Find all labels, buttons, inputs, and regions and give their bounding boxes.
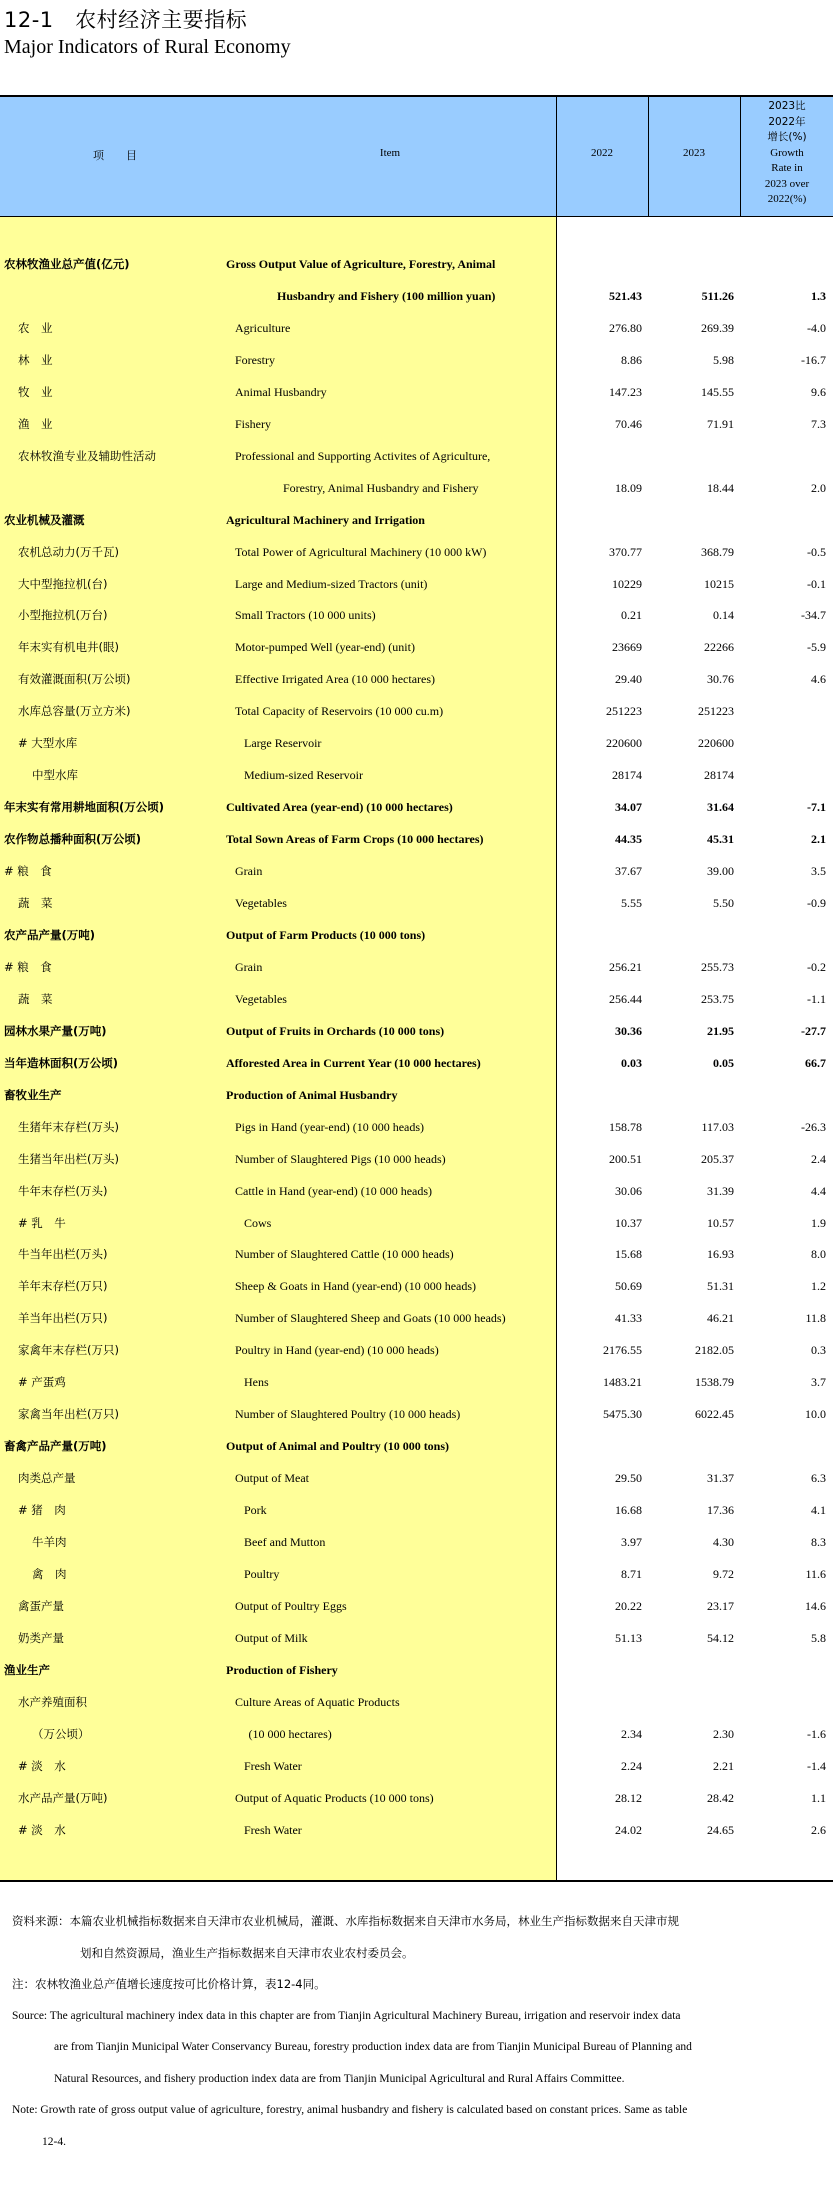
value-2022: 28174 [612,768,642,783]
value-2023: 0.14 [713,608,734,623]
table-row [0,286,833,306]
value-growth: 1.9 [811,1215,826,1230]
value-growth: -4.0 [807,320,826,335]
value-2023: 17.36 [707,1503,734,1518]
table-row [0,1149,833,1169]
row-label-cn: 奶类产量 [18,1630,64,1645]
value-2022: 256.44 [609,991,642,1006]
value-2023: 51.31 [707,1279,734,1294]
value-2022: 256.21 [609,959,642,974]
value-growth: -34.7 [801,608,826,623]
value-2022: 8.71 [621,1566,642,1581]
table-row [0,1756,833,1776]
row-label-en: Agricultural Machinery and Irrigation [226,512,425,527]
value-2023: 5.50 [713,896,734,910]
table-row [0,1628,833,1648]
note-en-line-2: 12-4. [42,2135,66,2148]
value-2023: 21.95 [707,1023,734,1038]
table-title-en: Major Indicators of Rural Economy [4,36,291,58]
value-growth: 8.0 [811,1247,826,1262]
value-2022: 15.68 [615,1247,642,1262]
value-2022: 2.24 [621,1758,642,1773]
value-growth: -5.9 [807,640,826,655]
table-row [0,829,833,849]
value-growth: 8.3 [811,1535,826,1549]
source-en-line-1: Source: The agricultural machinery index data in this chapter are from Tianjin Agricultural Machinery Bureau, irrigation and reservoir index data [12,2009,681,2022]
table-row [0,1053,833,1073]
row-label-cn: # 淡 水 [18,1822,66,1837]
value-2022: 70.46 [615,416,642,431]
value-2023: 4.30 [713,1535,734,1549]
table-row [0,957,833,977]
table-row [0,861,833,881]
value-2023: 28.42 [707,1790,734,1805]
value-2022: 30.06 [615,1183,642,1198]
row-label-cn: 渔 业 [18,416,53,431]
table-row [0,414,833,434]
value-2022: 24.02 [615,1822,642,1837]
row-label-en: Output of Farm Products (10 000 tons) [226,927,426,942]
row-label-cn: # 产蛋鸡 [18,1375,66,1390]
row-label-en: Output of Milk [235,1630,308,1645]
value-2023: 253.75 [701,991,734,1006]
row-label-en: Cows [244,1215,272,1230]
row-label-cn: 牛当年出栏(万头) [18,1247,108,1262]
value-growth: 2.1 [811,832,826,847]
row-label-cn: 农机总动力(万千瓦) [18,544,119,559]
value-2022: 51.13 [615,1630,642,1645]
table-row [0,1308,833,1328]
header-growth: 2023比 2022年 增长(%) Growth Rate in 2023 over 2022(%) [764,100,810,205]
row-label-en: Total Sown Areas of Farm Crops (10 000 hectares) [226,832,484,847]
row-label-en: Cultivated Area (year-end) (10 000 hectares) [226,800,453,815]
value-2023: 145.55 [701,384,734,399]
value-growth: -1.4 [807,1758,826,1773]
row-label-en: Gross Output Value of Agriculture, Forestry, Animal [226,257,496,271]
row-label-en: Motor-pumped Well (year-end) (unit) [235,640,415,655]
row-label-en: Production of Fishery [226,1662,338,1677]
row-label-cn: 大中型拖拉机(台) [18,576,108,591]
value-2023: 22266 [704,640,734,655]
value-growth: -0.5 [807,544,826,559]
table-row [0,574,833,594]
value-2023: 0.05 [713,1055,734,1070]
row-label-cn: 家禽年末存栏(万只) [18,1343,119,1358]
value-2022: 3.97 [621,1535,642,1549]
table-row [0,1724,833,1744]
table-row [0,510,833,530]
value-2022: 276.80 [609,320,642,335]
table-row [0,1085,833,1105]
row-label-en: Number of Slaughtered Pigs (10 000 heads) [235,1151,446,1166]
value-growth: -1.1 [807,991,826,1006]
value-2022: 23669 [612,640,642,655]
row-label-cn: 羊当年出栏(万只) [18,1311,108,1326]
value-2023: 1538.79 [695,1375,734,1390]
value-growth: -16.7 [801,352,826,367]
row-label-en: Small Tractors (10 000 units) [235,608,376,623]
value-2023: 251223 [698,704,734,719]
row-label-cn: 禽 肉 [32,1566,67,1581]
value-2022: 10.37 [615,1215,642,1230]
value-2022: 220600 [606,736,642,751]
table-row [0,478,833,498]
source-cn-line-1: 资料来源：本篇农业机械指标数据来自天津市农业机械局，灌溉、水库指标数据来自天津市水务局，林业生产指标数据来自天津市规 [12,1914,679,1928]
value-2022: 158.78 [609,1119,642,1134]
row-label-cn: # 乳 牛 [18,1215,66,1230]
value-2023: 71.91 [707,416,734,431]
row-label-cn: # 粮 食 [4,959,52,974]
header-item-en: Item [379,147,401,159]
row-label-cn: 农林牧渔专业及辅助性活动 [18,448,156,463]
row-label-en: Number of Slaughtered Poultry (10 000 heads) [235,1407,461,1422]
value-2023: 255.73 [701,959,734,974]
row-label-en: Professional and Supporting Activites of Agriculture, [235,448,491,463]
value-2023: 2.30 [713,1726,734,1741]
table-row [0,1117,833,1137]
row-label-cn: 生猪当年出栏(万头) [18,1151,119,1166]
row-label-en: Fishery [235,416,271,431]
row-label-cn: 蔬 菜 [18,991,53,1006]
row-label-en: Output of Fruits in Orchards (10 000 tons) [226,1023,445,1038]
row-label-cn: 农林牧渔业总产值(亿元) [4,257,130,271]
value-2023: 24.65 [707,1822,734,1837]
row-label-en: Effective Irrigated Area (10 000 hectares) [235,672,436,687]
table-row [0,637,833,657]
row-label-en: Large and Medium-sized Tractors (unit) [235,576,428,591]
value-2022: 44.35 [615,832,642,847]
table-row [0,318,833,338]
table-title-cn: 12-1 农村经济主要指标 [4,8,248,32]
row-label-cn: # 猪 肉 [18,1503,66,1518]
table-row [0,446,833,466]
value-2023: 31.64 [707,800,734,815]
row-label-cn: 水产养殖面积 [18,1694,87,1709]
table-row [0,1788,833,1808]
value-2023: 39.00 [707,864,734,879]
table-row [0,1532,833,1552]
value-2023: 511.26 [701,288,734,303]
row-label-en: Agriculture [235,320,291,335]
notes-section [12,1906,822,2158]
value-2022: 41.33 [615,1311,642,1326]
row-label-cn: 禽蛋产量 [18,1598,64,1613]
value-growth: -26.3 [801,1119,826,1134]
table-row [0,605,833,625]
value-2023: 220600 [698,736,734,751]
value-2022: 147.23 [609,384,642,399]
value-2023: 117.03 [701,1119,734,1134]
table-row [0,1276,833,1296]
value-2023: 31.39 [707,1183,734,1198]
value-2022: 200.51 [609,1151,642,1166]
table-row [0,1820,833,1840]
value-growth: 66.7 [805,1055,826,1070]
value-growth: -0.1 [807,576,826,591]
value-growth: 14.6 [805,1598,826,1613]
table-row [0,797,833,817]
value-2022: 50.69 [615,1279,642,1294]
header-divider [648,97,649,216]
row-label-en: Large Reservoir [244,736,322,751]
row-label-en: Beef and Mutton [244,1535,326,1549]
value-growth: 3.7 [811,1375,826,1390]
value-2023: 45.31 [707,832,734,847]
table-row [0,1213,833,1233]
row-label-cn: 林 业 [18,352,53,367]
value-growth: 10.0 [805,1407,826,1422]
value-2022: 28.12 [615,1790,642,1805]
table-row [0,254,833,274]
table-row [0,350,833,370]
row-label-en: Output of Animal and Poultry (10 000 tons) [226,1439,450,1454]
table-row [0,1468,833,1488]
row-label-cn: 年末实有常用耕地面积(万公顷) [4,800,165,815]
value-2023: 23.17 [707,1598,734,1613]
table-row [0,733,833,753]
row-label-cn: 小型拖拉机(万台) [18,608,108,623]
value-2022: 29.40 [615,672,642,687]
row-label-cn: 牛羊肉 [32,1535,67,1549]
table-row [0,1436,833,1456]
row-label-en: (10 000 hectares) [248,1726,332,1741]
value-2023: 205.37 [701,1151,734,1166]
table-row [0,1660,833,1680]
value-2022: 0.03 [621,1055,642,1070]
value-growth: 3.5 [811,864,826,879]
value-growth: 6.3 [811,1471,826,1486]
value-2023: 9.72 [713,1566,734,1581]
value-2022: 5475.30 [603,1407,642,1422]
value-2022: 2176.55 [603,1343,642,1358]
value-2023: 54.12 [707,1630,734,1645]
table-row [0,925,833,945]
row-label-en: Number of Slaughtered Sheep and Goats (10 000 heads) [235,1311,506,1326]
value-2023: 18.44 [707,480,734,495]
row-label-cn: 牛年末存栏(万头) [18,1183,108,1198]
value-2023: 368.79 [701,544,734,559]
row-label-cn: 农业机械及灌溉 [4,512,85,527]
value-growth: 5.8 [811,1630,826,1645]
value-2023: 10.57 [707,1215,734,1230]
row-label-cn: 家禽当年出栏(万只) [18,1407,119,1422]
row-label-cn: 农作物总播种面积(万公顷) [4,832,142,847]
value-2023: 10215 [704,576,734,591]
row-label-cn: 农产品产量(万吨) [4,927,96,942]
row-label-cn: 牧 业 [18,384,53,399]
row-label-cn: 当年造林面积(万公顷) [4,1055,119,1070]
table-header [0,97,833,217]
row-label-cn: 水库总容量(万立方米) [18,704,131,719]
row-label-cn: # 大型水库 [18,736,78,751]
value-growth: 9.6 [811,384,826,399]
row-label-cn: 水产品产量(万吨) [18,1790,108,1805]
value-growth: -0.2 [807,959,826,974]
value-growth: -27.7 [801,1023,826,1038]
bottom-rule [0,1880,833,1882]
value-2022: 2.34 [621,1726,642,1741]
table-row [0,1372,833,1392]
row-label-en: Hens [244,1375,269,1390]
row-label-en: Production of Animal Husbandry [226,1087,398,1102]
value-2023: 31.37 [707,1471,734,1486]
note-cn: 注：农林牧渔业总产值增长速度按可比价格计算，表12-4同。 [12,1977,326,1991]
row-label-cn: 肉类总产量 [18,1471,76,1486]
note-en-line-1: Note: Growth rate of gross output value of agriculture, forestry, animal husbandry and fishery is calculated based on constant prices. Same as table [12,2104,688,2116]
value-growth: 11.6 [805,1566,826,1581]
row-label-en: Fresh Water [244,1758,302,1773]
value-growth: 1.2 [811,1279,826,1294]
header-divider [556,97,557,216]
row-label-en: Vegetables [235,896,287,910]
table-row [0,1404,833,1424]
row-label-en: Culture Areas of Aquatic Products [235,1694,400,1709]
row-label-en: Medium-sized Reservoir [244,768,363,783]
row-label-en: Grain [235,864,263,879]
header-item-cn: 项 目 [93,149,137,162]
row-label-cn: 年末实有机电井(眼) [18,640,119,655]
value-growth: 7.3 [811,416,826,431]
row-label-en: Pork [244,1503,267,1518]
row-label-en: Output of Meat [235,1471,309,1486]
source-cn-line-2: 划和自然资源局，渔业生产指标数据来自天津市农业农村委员会。 [80,1945,414,1960]
row-label-cn: # 粮 食 [4,864,52,879]
row-label-en: Forestry [235,352,275,367]
value-2023: 2.21 [713,1758,734,1773]
table-row [0,1021,833,1041]
value-2023: 30.76 [707,672,734,687]
row-label-en: Afforested Area in Current Year (10 000 hectares) [226,1055,481,1070]
row-label-en: Vegetables [235,991,287,1006]
value-2022: 521.43 [609,288,642,303]
value-2022: 1483.21 [603,1375,642,1390]
value-growth: -1.6 [807,1726,826,1741]
header-2022: 2022 [591,147,613,159]
value-2022: 370.77 [609,544,642,559]
table-row [0,1181,833,1201]
value-growth: -7.1 [807,800,826,815]
value-2022: 0.21 [621,608,642,623]
row-label-en: Fresh Water [244,1822,302,1837]
row-label-cn: 中型水库 [32,768,78,783]
row-label-cn: 园林水果产量(万吨) [4,1023,107,1038]
row-label-en: Number of Slaughtered Cattle (10 000 heads) [235,1247,454,1262]
value-2023: 28174 [704,768,734,783]
row-label-en: Sheep & Goats in Hand (year-end) (10 000 heads) [235,1279,477,1294]
row-label-en: Cattle in Hand (year-end) (10 000 heads) [235,1183,433,1198]
row-label-cn: 渔业生产 [4,1662,50,1677]
header-2023: 2023 [683,147,705,159]
value-growth: 2.4 [811,1151,826,1166]
value-2022: 34.07 [615,800,642,815]
value-2022: 16.68 [615,1503,642,1518]
value-2022: 29.50 [615,1471,642,1486]
value-growth: 2.6 [811,1822,826,1837]
value-2023: 16.93 [707,1247,734,1262]
value-2023: 6022.45 [695,1407,734,1422]
table-row [0,669,833,689]
row-label-cn: 蔬 菜 [18,896,53,910]
row-label-en: Grain [235,959,263,974]
row-label-en: Pigs in Hand (year-end) (10 000 heads) [235,1119,425,1134]
table-row [0,382,833,402]
value-growth: 4.6 [811,672,826,687]
source-en-line-2: are from Tianjin Municipal Water Conservancy Bureau, forestry production index data are from Tianjin Municipal Bureau of Planning and [54,2041,692,2053]
table-row [0,542,833,562]
table-row [0,1564,833,1584]
table-row [0,1692,833,1712]
table-row [0,765,833,785]
row-label-cn: 羊年末存栏(万只) [18,1279,108,1294]
row-label-cn: 农 业 [18,320,53,335]
table-row [0,1500,833,1520]
table-row [0,701,833,721]
value-growth: 2.0 [811,480,826,495]
row-label-cn: # 淡 水 [18,1758,66,1773]
row-label-en: Husbandry and Fishery (100 million yuan) [277,288,496,303]
value-2022: 251223 [606,704,642,719]
row-label-cn: （万公顷） [32,1726,90,1741]
value-2022: 10229 [612,576,642,591]
row-label-en: Total Power of Agricultural Machinery (10 000 kW) [235,544,487,559]
row-label-en: Poultry [244,1566,280,1581]
row-label-en: Animal Husbandry [235,384,327,399]
row-label-en: Forestry, Animal Husbandry and Fishery [283,480,479,495]
value-growth: 1.1 [811,1790,826,1805]
value-2022: 30.36 [615,1023,642,1038]
row-label-cn: 畜牧业生产 [4,1087,62,1102]
row-label-cn: 有效灌溉面积(万公顷) [18,672,131,687]
value-2023: 5.98 [713,352,734,367]
value-2022: 20.22 [615,1598,642,1613]
value-2023: 2182.05 [695,1343,734,1358]
source-en-line-3: Natural Resources, and fishery production index data are from Tianjin Municipal Agricultural and Rural Affairs Committee. [54,2072,625,2085]
value-growth: -0.9 [807,896,826,910]
table-row [0,1596,833,1616]
value-growth: 11.8 [805,1311,826,1326]
value-2022: 18.09 [615,480,642,495]
value-growth: 0.3 [811,1343,826,1358]
value-2023: 46.21 [707,1311,734,1326]
row-label-cn: 畜禽产品产量(万吨) [4,1439,107,1454]
row-label-en: Poultry in Hand (year-end) (10 000 heads) [235,1343,439,1358]
value-2023: 269.39 [701,320,734,335]
value-2022: 37.67 [615,864,642,879]
value-growth: 1.3 [811,288,826,303]
row-label-en: Output of Poultry Eggs [235,1598,347,1613]
value-growth: 4.1 [811,1503,826,1518]
row-label-cn: 生猪年末存栏(万头) [18,1119,119,1134]
value-2022: 5.55 [621,896,642,910]
value-growth: 4.4 [811,1183,826,1198]
table-row [0,989,833,1009]
table-row [0,1340,833,1360]
row-label-en: Total Capacity of Reservoirs (10 000 cu.m) [235,704,444,719]
table-row [0,1244,833,1264]
row-label-en: Output of Aquatic Products (10 000 tons) [235,1790,434,1805]
value-2022: 8.86 [621,352,642,367]
table-row [0,893,833,913]
